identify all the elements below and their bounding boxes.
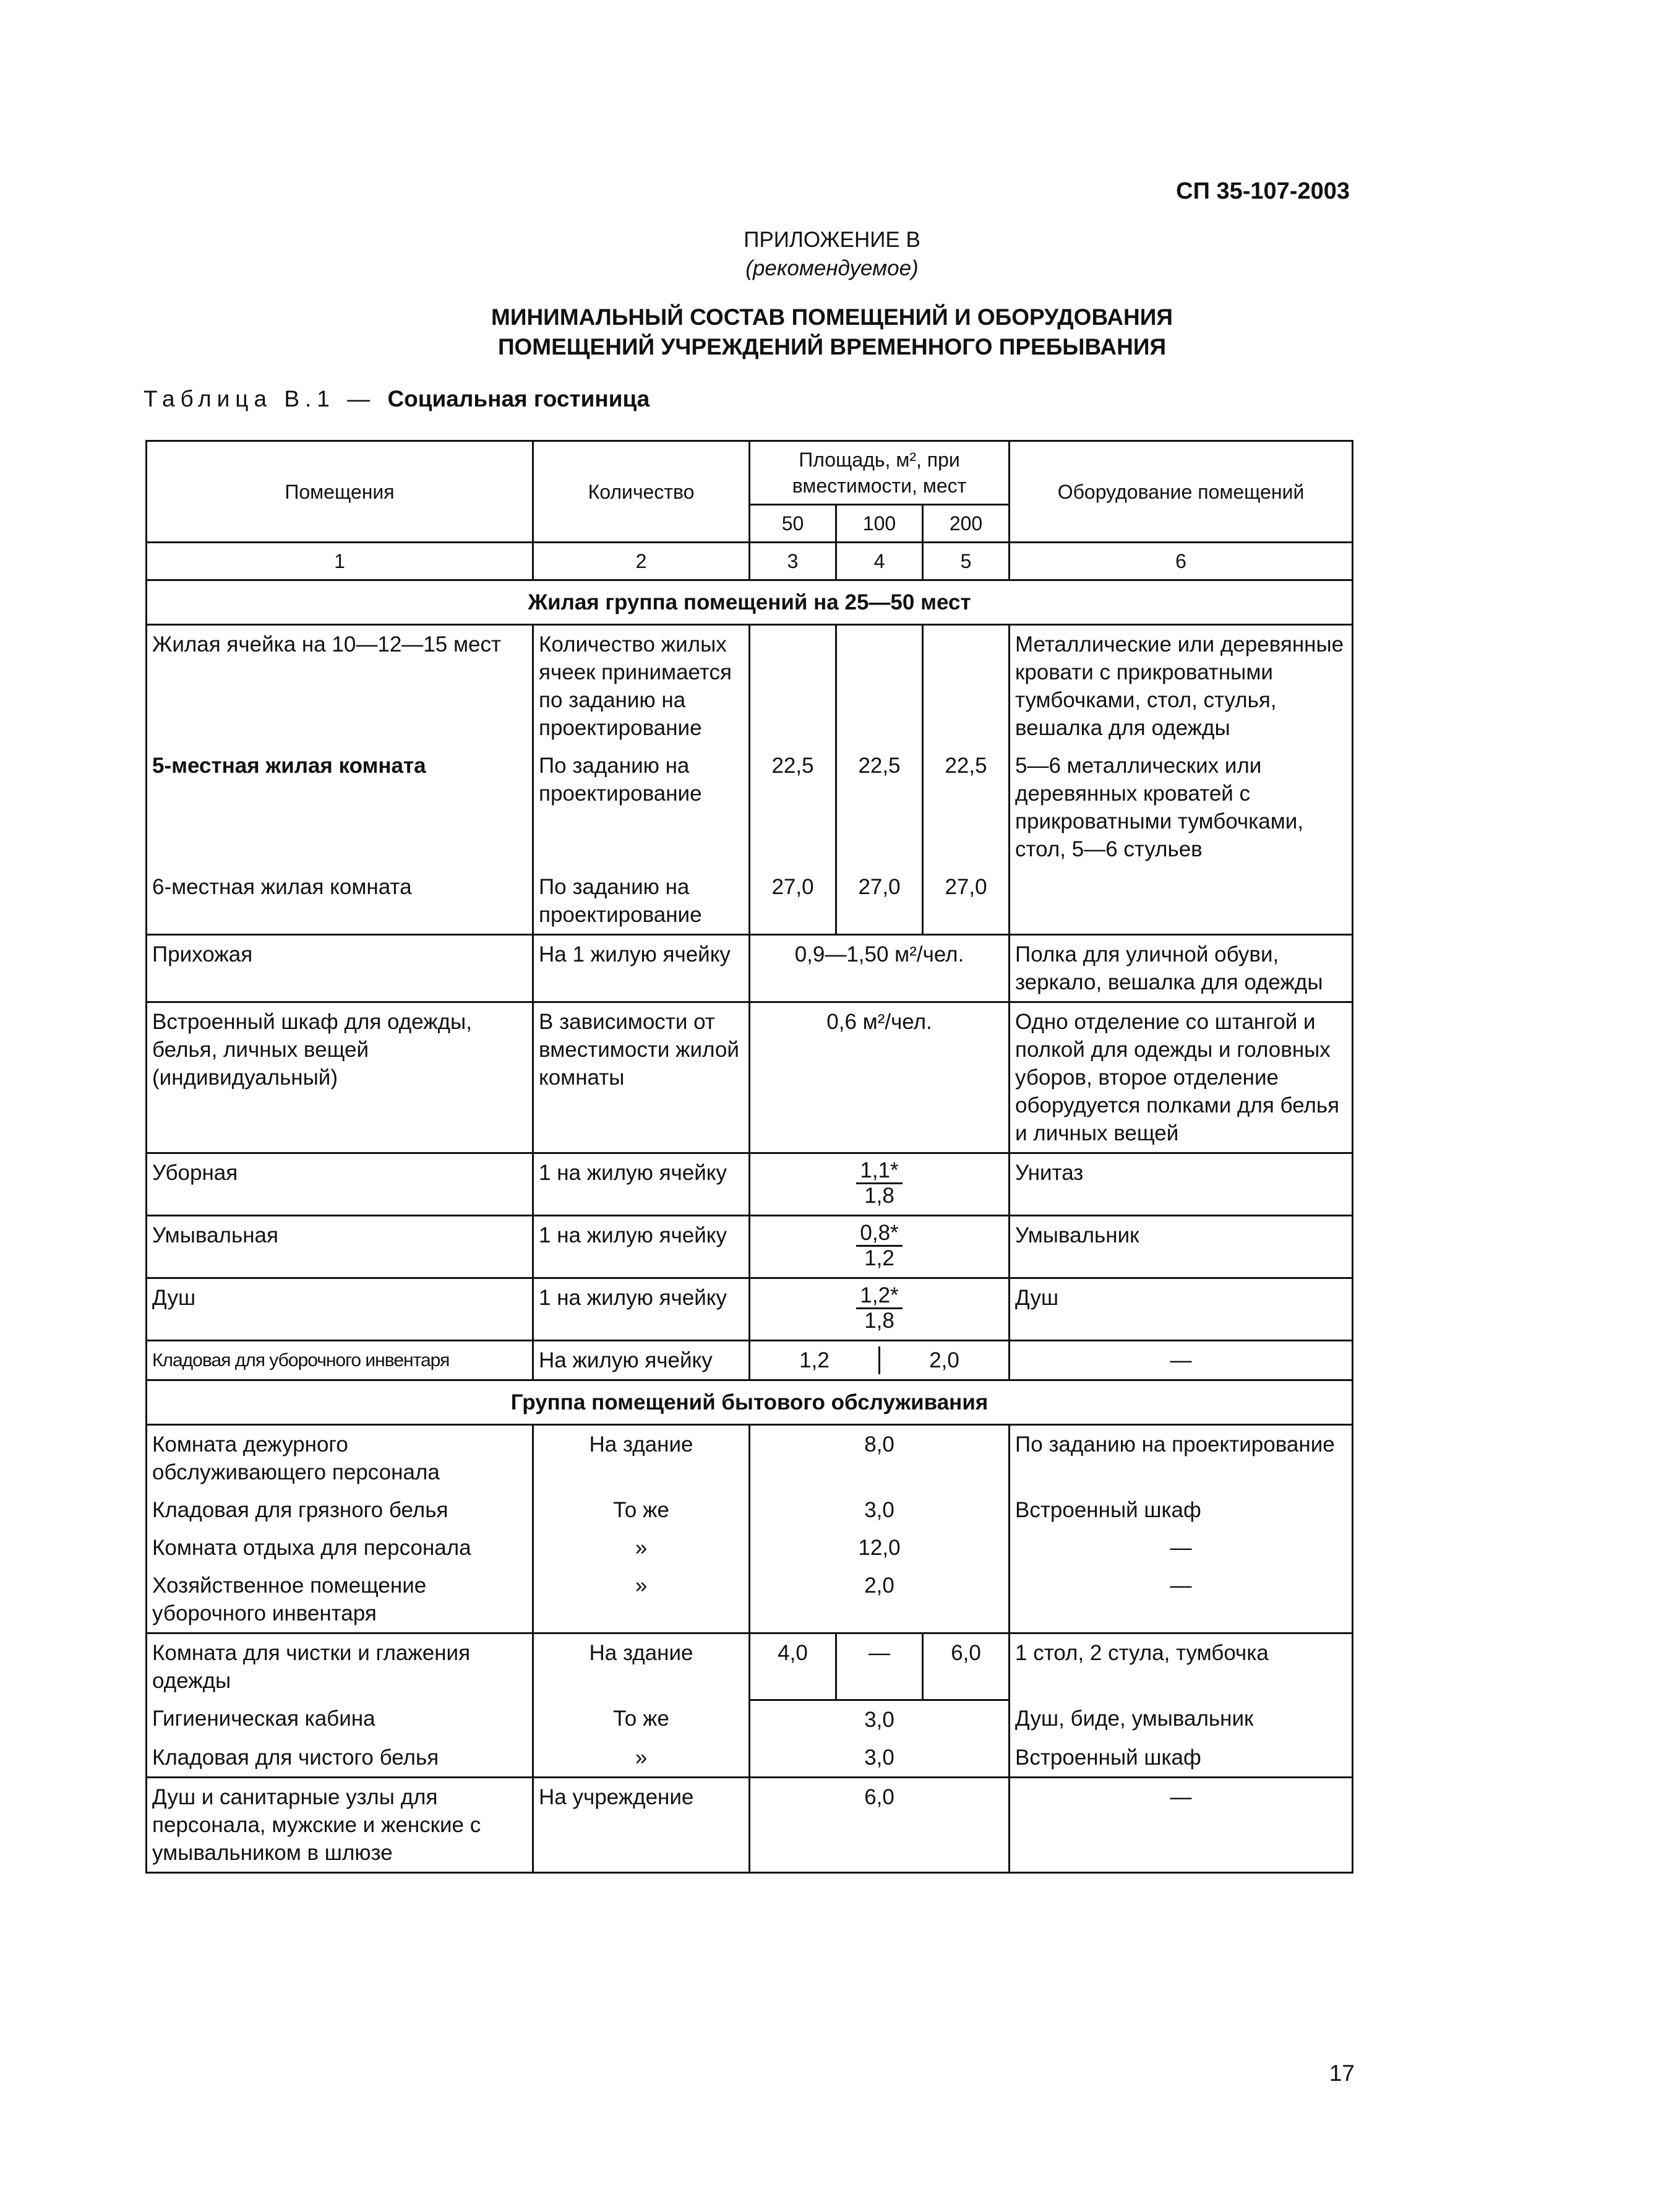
equipment-cell: — (1010, 1529, 1353, 1567)
area-cell: 0,9—1,50 м²/чел. (750, 935, 1010, 1002)
section-row (147, 1380, 1353, 1425)
fraction-numerator: 1,1* (856, 1159, 902, 1184)
equipment-cell: 1 стол, 2 стула, тумбочка (1010, 1633, 1353, 1700)
table-row (147, 1491, 1353, 1529)
room-cell: Кладовая для уборочного инвентаря (147, 1341, 533, 1380)
header-cap-200: 200 (923, 505, 1010, 543)
title-line-1: МИНИМАЛЬНЫЙ СОСТАВ ПОМЕЩЕНИЙ И ОБОРУДОВАНИЯ (491, 304, 1173, 330)
table-row (147, 1153, 1353, 1216)
quantity-cell: То же (533, 1491, 750, 1529)
quantity-cell: 1 на жилую ячейку (533, 1278, 750, 1341)
area-50-cell (750, 625, 836, 747)
table-row (147, 935, 1353, 1002)
page-number: 17 (1329, 2060, 1355, 2086)
area-100-cell (836, 625, 923, 747)
header-row (147, 441, 1353, 505)
area-100-cell: 27,0 (836, 868, 923, 935)
table-row (147, 625, 1353, 747)
room-cell: Встроенный шкаф для одежды, белья, личных вещей (индивидуальный) (147, 1002, 533, 1153)
area-200-cell: 6,0 (923, 1633, 1010, 1700)
table-row (147, 1739, 1353, 1778)
area-cell: 3,0 (750, 1491, 1010, 1529)
header-area: Площадь, м², при вместимости, мест (750, 441, 1010, 505)
equipment-cell: 5—6 металлических или деревянных кроватей с прикроватными тумбочками, стол, 5—6 стульев (1010, 747, 1353, 868)
section-title: Группа помещений бытового обслуживания (147, 1380, 1353, 1425)
table-caption (144, 386, 650, 412)
equipment-cell: Одно отделение со штангой и полкой для одежды и головных уборов, второе отделение оборудуется полками для белья и личных вещей (1010, 1002, 1353, 1153)
area-fraction (856, 1159, 902, 1208)
room-cell: Гигиеническая кабина (147, 1700, 533, 1739)
col-num-2: 2 (533, 543, 750, 580)
room-cell: Уборная (147, 1153, 533, 1216)
quantity-cell: » (533, 1529, 750, 1567)
area-cell: 8,0 (750, 1425, 1010, 1492)
area-cell (750, 1278, 1010, 1341)
header-cap-100: 100 (836, 505, 923, 543)
area-200-cell: 27,0 (923, 868, 1010, 935)
area-50-cell: 4,0 (750, 1633, 836, 1700)
equipment-cell: Умывальник (1010, 1216, 1353, 1278)
area-fraction (856, 1221, 902, 1270)
col-num-4: 4 (836, 543, 923, 580)
area-50-cell: 22,5 (750, 747, 836, 868)
table-row (147, 868, 1353, 935)
section-title: Жилая группа помещений на 25—50 мест (147, 580, 1353, 625)
room-cell: Кладовая для чистого белья (147, 1739, 533, 1778)
fraction-denominator: 1,8 (864, 1309, 894, 1333)
equipment-cell: Встроенный шкаф (1010, 1491, 1353, 1529)
quantity-cell: На учреждение (533, 1777, 750, 1872)
table-row (147, 1700, 1353, 1739)
appendix-label: ПРИЛОЖЕНИЕ В (744, 228, 920, 252)
room-cell: Комната отдыха для персонала (147, 1529, 533, 1567)
column-numbers-row (147, 543, 1353, 580)
fraction-numerator: 0,8* (856, 1221, 902, 1247)
room-cell: Душ и санитарные узлы для персонала, мужские и женские с умывальником в шлюзе (147, 1777, 533, 1872)
caption-title: Социальная гостиница (387, 386, 650, 411)
area-cell: 3,0 (750, 1700, 1010, 1739)
area-200-cell (923, 625, 1010, 747)
fraction-numerator: 1,2* (856, 1284, 902, 1309)
quantity-cell: На жилую ячейку (533, 1341, 750, 1380)
room-cell: Кладовая для грязного белья (147, 1491, 533, 1529)
equipment-cell: — (1010, 1777, 1353, 1872)
equipment-cell: Встроенный шкаф (1010, 1739, 1353, 1778)
area-cell: 0,6 м²/чел. (750, 1002, 1010, 1153)
quantity-cell: То же (533, 1700, 750, 1739)
table-row (147, 747, 1353, 868)
table-row (147, 1278, 1353, 1341)
header-quantity: Количество (533, 441, 750, 543)
title-line-2: ПОМЕЩЕНИЙ УЧРЕЖДЕНИЙ ВРЕМЕННОГО ПРЕБЫВАНИЯ (497, 334, 1167, 359)
room-cell: Прихожая (147, 935, 533, 1002)
room-cell: Хозяйственное помещение уборочного инвентаря (147, 1567, 533, 1633)
area-fraction (856, 1284, 902, 1333)
room-cell: 6-местная жилая комната (147, 868, 533, 935)
quantity-cell: По заданию на проектирование (533, 868, 750, 935)
caption-prefix: Таблица В.1 — (144, 386, 388, 411)
room-cell: 5-местная жилая комната (147, 747, 533, 868)
equipment-cell: — (1010, 1341, 1353, 1380)
area-cell (750, 1216, 1010, 1278)
table-row (147, 1633, 1353, 1700)
fraction-denominator: 1,8 (864, 1184, 894, 1208)
area-cell: 12,0 (750, 1529, 1010, 1567)
area-100-cell: — (836, 1633, 923, 1700)
quantity-cell: В зависимости от вместимости жилой комнаты (533, 1002, 750, 1153)
table-row (147, 1529, 1353, 1567)
col-num-3: 3 (750, 543, 836, 580)
col-num-1: 1 (147, 543, 533, 580)
equipment-cell: — (1010, 1567, 1353, 1633)
fraction-denominator: 1,2 (864, 1246, 894, 1270)
table-row (147, 1777, 1353, 1872)
area-split (750, 1346, 1008, 1374)
col-num-6: 6 (1010, 543, 1353, 580)
room-cell: Комната для чистки и глажения одежды (147, 1633, 533, 1700)
area-value: 1,2 (799, 1348, 830, 1372)
quantity-cell: » (533, 1567, 750, 1633)
area-cell (750, 1341, 1010, 1380)
table-row (147, 1216, 1353, 1278)
area-200-cell: 22,5 (923, 747, 1010, 868)
quantity-cell: 1 на жилую ячейку (533, 1216, 750, 1278)
quantity-cell: Количество жилых ячеек принимается по заданию на проектирование (533, 625, 750, 747)
table-row (147, 1567, 1353, 1633)
quantity-cell: На здание (533, 1633, 750, 1700)
document-code: СП 35-107-2003 (1176, 178, 1350, 204)
quantity-cell: На здание (533, 1425, 750, 1492)
area-cell: 6,0 (750, 1777, 1010, 1872)
area-cell: 2,0 (750, 1567, 1010, 1633)
equipment-cell (1010, 868, 1353, 935)
equipment-cell: По заданию на проектирование (1010, 1425, 1353, 1492)
table-row (147, 1425, 1353, 1492)
equipment-cell: Полка для уличной обуви, зеркало, вешалка для одежды (1010, 935, 1353, 1002)
quantity-cell: 1 на жилую ячейку (533, 1153, 750, 1216)
room-cell: Душ (147, 1278, 533, 1341)
room-cell: Умывальная (147, 1216, 533, 1278)
quantity-cell: » (533, 1739, 750, 1778)
area-100-cell: 22,5 (836, 747, 923, 868)
area-cell: 3,0 (750, 1739, 1010, 1778)
equipment-cell: Металлические или деревянные кровати с прикроватными тумбочками, стол, стулья, вешалка для одежды (1010, 625, 1353, 747)
section-row (147, 580, 1353, 625)
table-row (147, 1341, 1353, 1380)
quantity-cell: На 1 жилую ячейку (533, 935, 750, 1002)
rooms-table (145, 440, 1353, 1874)
area-50-cell: 27,0 (750, 868, 836, 935)
table-row (147, 1002, 1353, 1153)
area-value: 2,0 (878, 1346, 1008, 1374)
col-num-5: 5 (923, 543, 1010, 580)
equipment-cell: Душ (1010, 1278, 1353, 1341)
equipment-cell: Душ, биде, умывальник (1010, 1700, 1353, 1739)
equipment-cell: Унитаз (1010, 1153, 1353, 1216)
header-equipment: Оборудование помещений (1010, 441, 1353, 543)
room-cell: Жилая ячейка на 10—12—15 мест (147, 625, 533, 747)
header-cap-50: 50 (750, 505, 836, 543)
quantity-cell: По заданию на проектирование (533, 747, 750, 868)
room-cell: Комната дежурного обслуживающего персонала (147, 1425, 533, 1492)
header-rooms: Помещения (147, 441, 533, 543)
appendix-note: (рекомендуемое) (745, 256, 919, 280)
area-cell (750, 1153, 1010, 1216)
